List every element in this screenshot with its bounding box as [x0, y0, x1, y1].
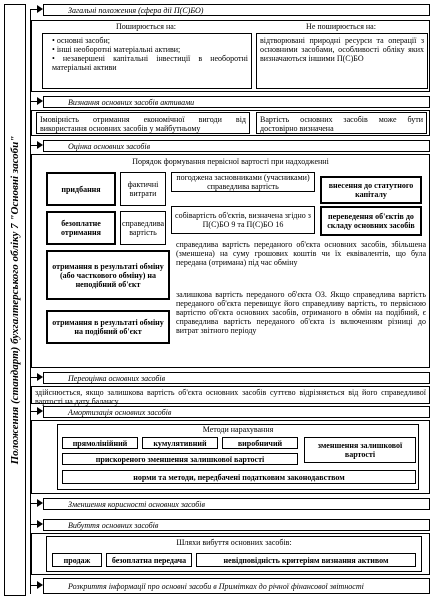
exchange-dissimilar-text: справедлива вартість переданого об'єкта основних засобів, збільшена (зменшена) на суму грошових коштів чи їх еквівалентів, що була передана (отримана) під час обміну: [176, 240, 426, 267]
disposal-ways-title: Шляхи вибуття основних засобів:: [176, 538, 292, 547]
recognition-right-box: Вартість основних засобів може бути достовірно визначена: [256, 112, 427, 134]
section-depreciation-header: Амортизація основних засобів: [43, 406, 430, 418]
applies-item: • інші необоротні матеріальні активи;: [52, 45, 248, 54]
transfer-objects-box: переведення об'єктів до складу основних засобів: [320, 206, 422, 236]
vertical-title-bar: [4, 4, 26, 596]
section-revaluation-header: Переоцінка основних засобів: [43, 372, 430, 384]
method-straight-line: прямолінійний: [62, 437, 138, 449]
exchange-dissimilar-box: отримання в результаті обміну (або часткового обміну) на неподібний об'єкт: [46, 250, 170, 300]
agreed-fair-value-box: погоджена засновниками (учасниками) справедлива вартість: [171, 172, 315, 192]
applies-box: [42, 33, 252, 89]
section-disposal-header: Вибуття основних засобів: [43, 519, 430, 531]
method-production: виробничий: [222, 437, 298, 449]
applies-item: • основні засоби;: [52, 36, 248, 45]
disposal-sale: продаж: [52, 553, 102, 567]
vertical-title: Положення (стандарт) бухгалтерського обліку 7 "Основні засоби": [9, 135, 21, 465]
disposal-non-compliance: невідповідність критеріям визнання активом: [196, 553, 416, 567]
method-reducing-balance: зменшення залишкової вартості: [304, 437, 416, 463]
applies-item: • незавершені капітальні інвестиції в необоротні матеріальні активи: [52, 54, 248, 72]
purchase-box: придбання: [46, 172, 116, 206]
section-scope-header: Загальні положення (сфера дії П(С)БО): [43, 4, 430, 16]
charter-capital-box: внесення до статутного капіталу: [320, 176, 422, 204]
applies-list: [46, 36, 248, 72]
free-receipt-box: безоплатне отримання: [46, 211, 116, 245]
section-impairment-header: Зменшення корисності основних засобів: [43, 498, 430, 510]
exchange-similar-text: залишкова вартість переданого об'єкта ОЗ. Якщо справедлива вартість переданого об'єкта перевищує його справедливу вартість, то первісною вартістю об'єкта основних засобів, отриманого в обмін на подібний, є справедлива вартість переданого об'єкта із включенням різниці до витрат звітного періоду: [176, 290, 426, 335]
method-cumulative: кумулятивний: [142, 437, 218, 449]
cost-per-standards-box: собівартість об'єктів, визначена згідно з П(С)БО 9 та П(С)БО 16: [171, 206, 315, 234]
section-disclosure-header: Розкриття інформації про основні засоби в Примітках до річної фінансової звітності: [43, 578, 430, 594]
not-applies-title: Не поширюється на:: [306, 22, 376, 31]
not-applies-box: відтворювані природні ресурси та операції з основними засобами, особливості обліку яких визначаються іншими П(С)БО: [256, 33, 428, 89]
method-tax-norms: норми та методи, передбачені податковим законодавством: [62, 470, 416, 484]
method-accelerated: прискореного зменшення залишкової вартості: [62, 453, 298, 465]
applies-title: Поширюється на:: [115, 22, 177, 31]
exchange-similar-box: отримання в результаті обміну на подібний об'єкт: [46, 310, 170, 344]
actual-costs-box: фактичні витрати: [120, 172, 166, 206]
methods-title: Методи нарахування: [202, 425, 274, 434]
section-valuation-header: Оцінка основних засобів: [43, 140, 430, 152]
revaluation-text: здійснюється, якщо залишкова вартість об'єкта основних засобів суттєво відрізняється від його справедливої вартості на дату балансу: [31, 386, 430, 404]
order-title: Порядок формування первісної вартості при надходженні: [132, 157, 329, 166]
disposal-free-transfer: безоплатна передача: [106, 553, 192, 567]
recognition-left-box: Імовірність отримання економічної вигоди від використання основних засобів у майбутньому: [36, 112, 250, 134]
fair-value-box: справедлива вартість: [120, 211, 166, 245]
section-recognition-header: Визнання основних засобів активами: [43, 96, 430, 108]
